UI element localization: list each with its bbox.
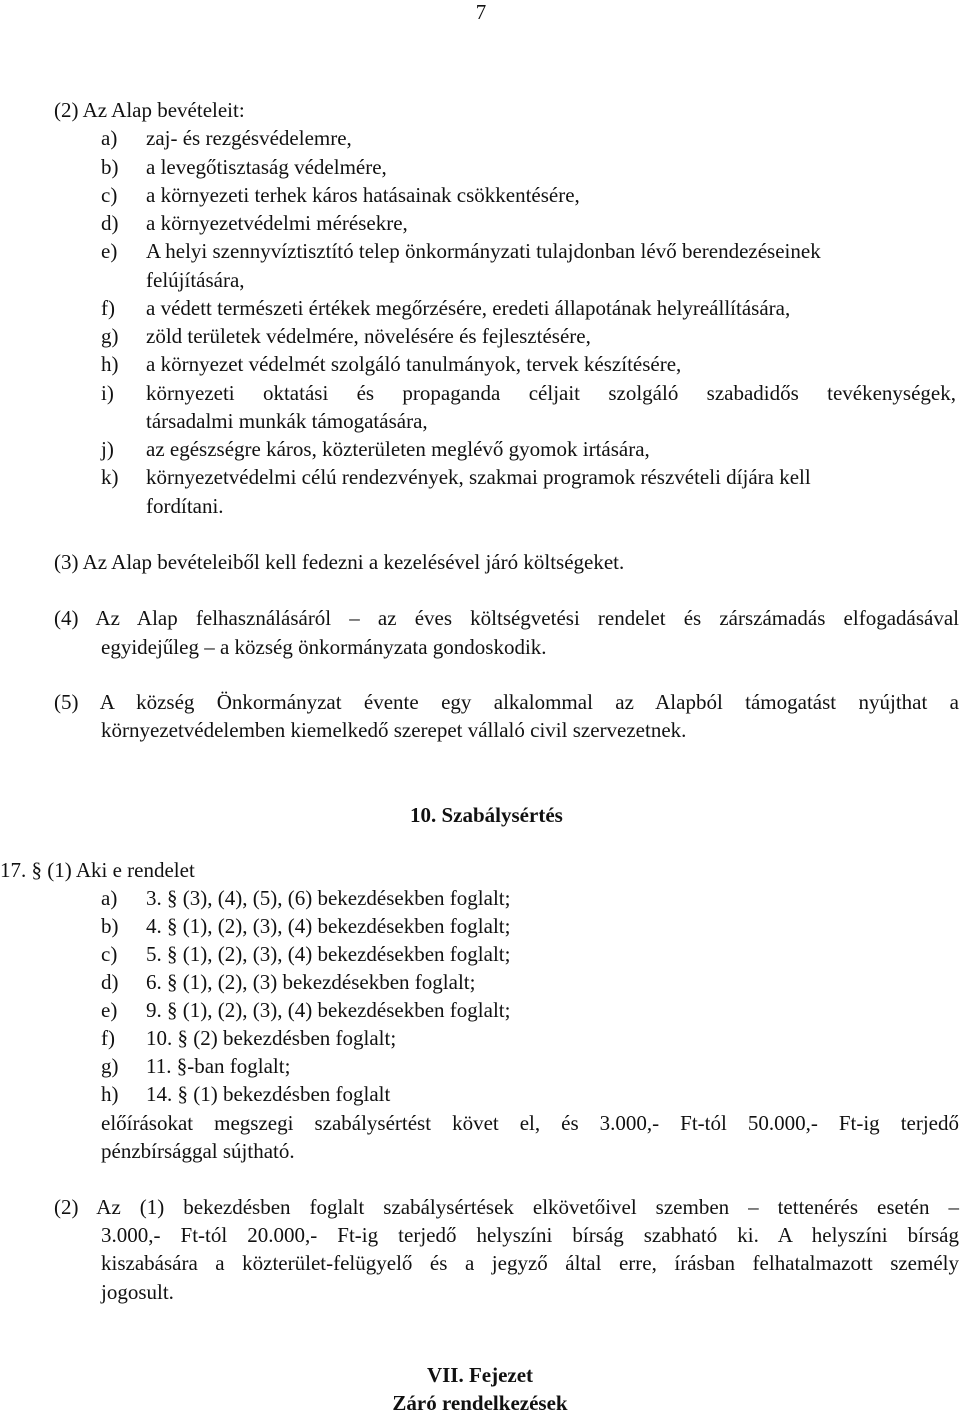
item-label: b): [101, 914, 119, 938]
item-text: 14. § (1) bekezdésben foglalt: [146, 1082, 391, 1106]
item-label: a): [101, 126, 118, 150]
item-text: 6. § (1), (2), (3) bekezdésekben foglalt;: [146, 970, 476, 994]
section4-line1: (4) Az Alap felhasználásáról – az éves költségvetési rendelet és zárszámadás elfogadásával: [54, 606, 959, 630]
item-label: f): [101, 296, 115, 320]
item-text: 11. §-ban foglalt;: [146, 1054, 291, 1078]
item-text: az egészségre káros, közterületen meglévő gyomok irtására,: [146, 437, 650, 461]
list-item-k-continuation: fordítani.: [146, 494, 224, 518]
item-text: 9. § (1), (2), (3), (4) bekezdésekben foglalt;: [146, 998, 511, 1022]
item-label: a): [101, 886, 118, 910]
item-label: e): [101, 239, 118, 263]
item-label: f): [101, 1026, 115, 1050]
para17-conclusion-line2: pénzbírsággal sújtható.: [101, 1139, 295, 1163]
item-text: 10. § (2) bekezdésben foglalt;: [146, 1026, 397, 1050]
item-text: a környezetvédelmi mérésekre,: [146, 211, 408, 235]
para17-sub2-line4: jogosult.: [101, 1280, 174, 1304]
item-label: c): [101, 183, 118, 207]
item-text: zöld területek védelmére, növelésére és fejlesztésére,: [146, 324, 591, 348]
section5-line1: (5) A község Önkormányzat évente egy alkalommal az Alapból támogatást nyújthat a: [54, 690, 959, 714]
item-label: e): [101, 998, 118, 1022]
para17-sub2-line3: kiszabására a közterület-felügyelő és a jegyző által erre, írásban felhatalmazott személy: [101, 1251, 959, 1275]
item-label: i): [101, 381, 114, 405]
para17-conclusion-line1: előírásokat megszegi szabálysértést követ el, és 3.000,- Ft-tól 50.000,- Ft-ig terjedő: [101, 1111, 959, 1135]
item-label: h): [101, 352, 119, 376]
item-label: h): [101, 1082, 119, 1106]
item-label: d): [101, 211, 119, 235]
item-label: j): [101, 437, 114, 461]
para17-sub2-line1: (2) Az (1) bekezdésben foglalt szabálysértések elkövetőivel szemben – tettenérés esetén –: [54, 1195, 959, 1219]
chapter-7-title: VII. Fejezet: [426, 1363, 534, 1387]
item-text: a környezet védelmét szolgáló tanulmányok, tervek készítésére,: [146, 352, 682, 376]
item-text: A helyi szennyvíztisztító telep önkormányzati tulajdonban lévő berendezéseinek: [146, 239, 821, 263]
item-label: b): [101, 155, 119, 179]
item-label: d): [101, 970, 119, 994]
para17-sub2-line2: 3.000,- Ft-tól 20.000,- Ft-ig terjedő helyszíni bírság szabható ki. A helyszíni bírság: [101, 1223, 959, 1247]
item-text: 3. § (3), (4), (5), (6) bekezdésekben foglalt;: [146, 886, 511, 910]
item-text: a védett természeti értékek megőrzésére, eredeti állapotának helyreállítására,: [146, 296, 791, 320]
list-item-e-continuation: felújítására,: [146, 268, 245, 292]
item-text: 4. § (1), (2), (3), (4) bekezdésekben foglalt;: [146, 914, 511, 938]
para17-intro: 17. § (1) Aki e rendelet: [0, 858, 195, 882]
item-label: c): [101, 942, 118, 966]
item-label: g): [101, 1054, 119, 1078]
section5-line2: környezetvédelemben kiemelkedő szerepet vállaló civil szervezetnek.: [101, 718, 687, 742]
item-text: 5. § (1), (2), (3), (4) bekezdésekben foglalt;: [146, 942, 511, 966]
list-item-i-continuation: társadalmi munkák támogatására,: [146, 409, 428, 433]
item-label: g): [101, 324, 119, 348]
item-text: környezetvédelmi célú rendezvények, szakmai programok részvételi díjára kell: [146, 465, 811, 489]
item-text: környezeti oktatási és propaganda céljait szolgáló szabadidős tevékenységek,: [146, 381, 956, 405]
section2-intro: (2) Az Alap bevételeit:: [54, 98, 245, 122]
chapter-7-subtitle: Záró rendelkezések: [392, 1391, 568, 1415]
section4-line2: egyidejűleg – a község önkormányzata gondoskodik.: [101, 635, 547, 659]
item-label: k): [101, 465, 119, 489]
page-number: 7: [475, 0, 487, 24]
item-text: a környezeti terhek káros hatásainak csökkentésére,: [146, 183, 580, 207]
item-text: a levegőtisztaság védelmére,: [146, 155, 387, 179]
section3: (3) Az Alap bevételeiből kell fedezni a kezelésével járó költségeket.: [54, 550, 625, 574]
item-text: zaj- és rezgésvédelemre,: [146, 126, 352, 150]
chapter-10-title: 10. Szabálysértés: [410, 803, 563, 827]
